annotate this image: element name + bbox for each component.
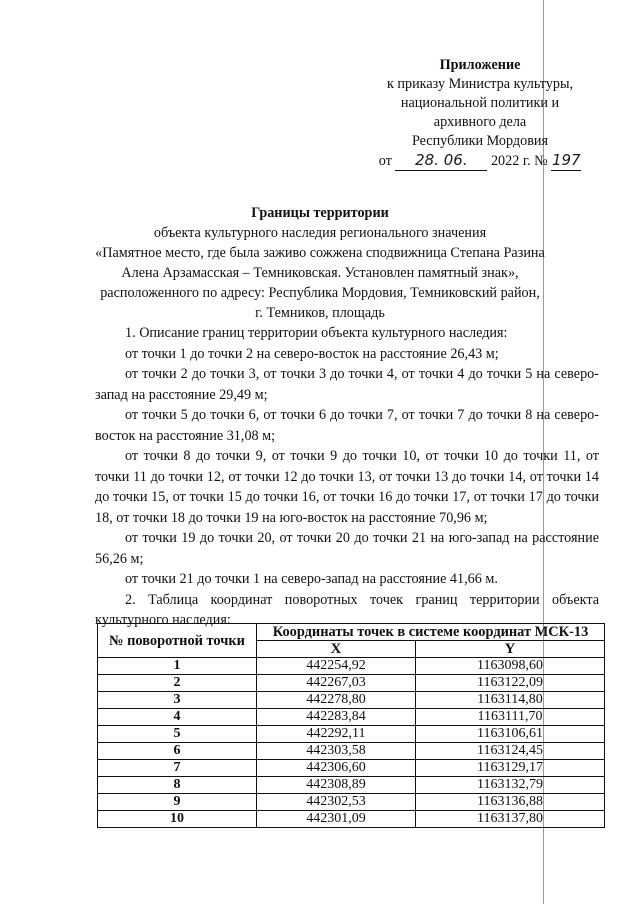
table-row: [98, 709, 605, 726]
table-row: [98, 794, 605, 811]
body-text: [95, 323, 599, 631]
point-number: 3: [98, 692, 257, 709]
header-y: Y: [416, 641, 605, 658]
table-row: [98, 811, 605, 828]
coord-y: 1163122,09: [416, 675, 605, 692]
coord-x: 442254,92: [257, 658, 416, 675]
heading-block: [60, 203, 580, 323]
table-row: [98, 658, 605, 675]
heading-line-1: объекта культурного наследия регионального значения: [153, 225, 487, 241]
paragraph-4: от точки 5 до точки 6, от точки 6 до точки 7, от точки 7 до точки 8 на северо-восток на расстояние 31,08 м;: [95, 407, 599, 444]
paragraph-6: от точки 19 до точки 20, от точки 20 до точки 21 на юго-запад на расстояние 56,26 м;: [95, 530, 599, 567]
table-row: [98, 675, 605, 692]
coord-y: 1163129,17: [416, 760, 605, 777]
paragraph-3: от точки 2 до точки 3, от точки 3 до точки 4, от точки 4 до точки 5 на северо-запад на расстояние 29,49 м;: [95, 366, 599, 403]
coord-y: 1163106,61: [416, 726, 605, 743]
coord-y: 1163132,79: [416, 777, 605, 794]
order-number-handwritten: 197: [551, 151, 581, 169]
paragraph-1: 1. Описание границ территории объекта культурного наследия:: [125, 325, 508, 341]
appendix-date-line: [360, 151, 600, 171]
table-row: [98, 726, 605, 743]
appendix-line-3: архивного дела: [433, 114, 527, 130]
appendix-line-2: национальной политики и: [400, 95, 560, 111]
coord-x: 442278,80: [257, 692, 416, 709]
coord-y: 1163098,60: [416, 658, 605, 675]
point-number: 2: [98, 675, 257, 692]
appendix-title: Приложение: [439, 57, 521, 73]
coord-y: 1163136,88: [416, 794, 605, 811]
table-row: [98, 692, 605, 709]
point-number: 8: [98, 777, 257, 794]
point-number: 6: [98, 743, 257, 760]
paragraph-2: от точки 1 до точки 2 на северо-восток на расстояние 26,43 м;: [125, 345, 499, 362]
point-number: 4: [98, 709, 257, 726]
header-x: X: [257, 641, 416, 658]
coord-y: 1163114,80: [416, 692, 605, 709]
paragraph-5: от точки 8 до точки 9, от точки 9 до точки 10, от точки 10 до точки 11, от точки 11 до точки 12, от точки 12 до точки 13, от точки 13 до точки 14, от точки 14 до точки 15, от точки 15 до точки 16, от точки 16 до точки 17, от точки 17 до точки 18, от точки 18 до точки 19 на юго-восток на расстояние 70,96 м;: [95, 448, 599, 526]
point-number: 1: [98, 658, 257, 675]
coord-x: 442301,09: [257, 811, 416, 828]
coord-y: 1163111,70: [416, 709, 605, 726]
point-number: 7: [98, 760, 257, 777]
heading-title: Границы территории: [251, 205, 389, 221]
heading-line-3: Алена Арзамасская – Темниковская. Установлен памятный знак»,: [121, 265, 519, 281]
heading-line-2: «Памятное место, где была заживо сожжена сподвижница Степана Разина: [95, 245, 545, 261]
appendix-block: [360, 56, 600, 171]
paragraph-7: от точки 21 до точки 1 на северо-запад на расстояние 41,66 м.: [125, 571, 498, 587]
paragraph-8: 2. Таблица координат поворотных точек границ территории объекта культурного наследия:: [95, 591, 599, 628]
date-prefix: от: [378, 153, 392, 169]
coordinates-table: [97, 623, 605, 828]
coord-y: 1163124,45: [416, 743, 605, 760]
point-number: 10: [98, 811, 257, 828]
coord-y: 1163137,80: [416, 811, 605, 828]
date-handwritten: 28. 06.: [395, 151, 487, 171]
coord-x: 442308,89: [257, 777, 416, 794]
coord-x: 442283,84: [257, 709, 416, 726]
table-row: [98, 760, 605, 777]
heading-line-4: расположенного по адресу: Республика Мордовия, Темниковский район,: [100, 285, 540, 301]
header-point-number: № поворотной точки: [98, 624, 257, 658]
year-text: 2022 г. №: [490, 153, 548, 169]
point-number: 5: [98, 726, 257, 743]
point-number: 9: [98, 794, 257, 811]
table-row: [98, 777, 605, 794]
heading-line-5: г. Темников, площадь: [255, 305, 385, 321]
coord-x: 442306,60: [257, 760, 416, 777]
header-coordinates: Координаты точек в системе координат МСК-13: [257, 624, 605, 641]
coord-x: 442267,03: [257, 675, 416, 692]
appendix-line-4: Республики Мордовия: [411, 133, 549, 149]
coord-x: 442302,53: [257, 794, 416, 811]
appendix-line-1: к приказу Министра культуры,: [386, 76, 574, 92]
table-row: [98, 743, 605, 760]
coord-x: 442292,11: [257, 726, 416, 743]
coord-x: 442303,58: [257, 743, 416, 760]
